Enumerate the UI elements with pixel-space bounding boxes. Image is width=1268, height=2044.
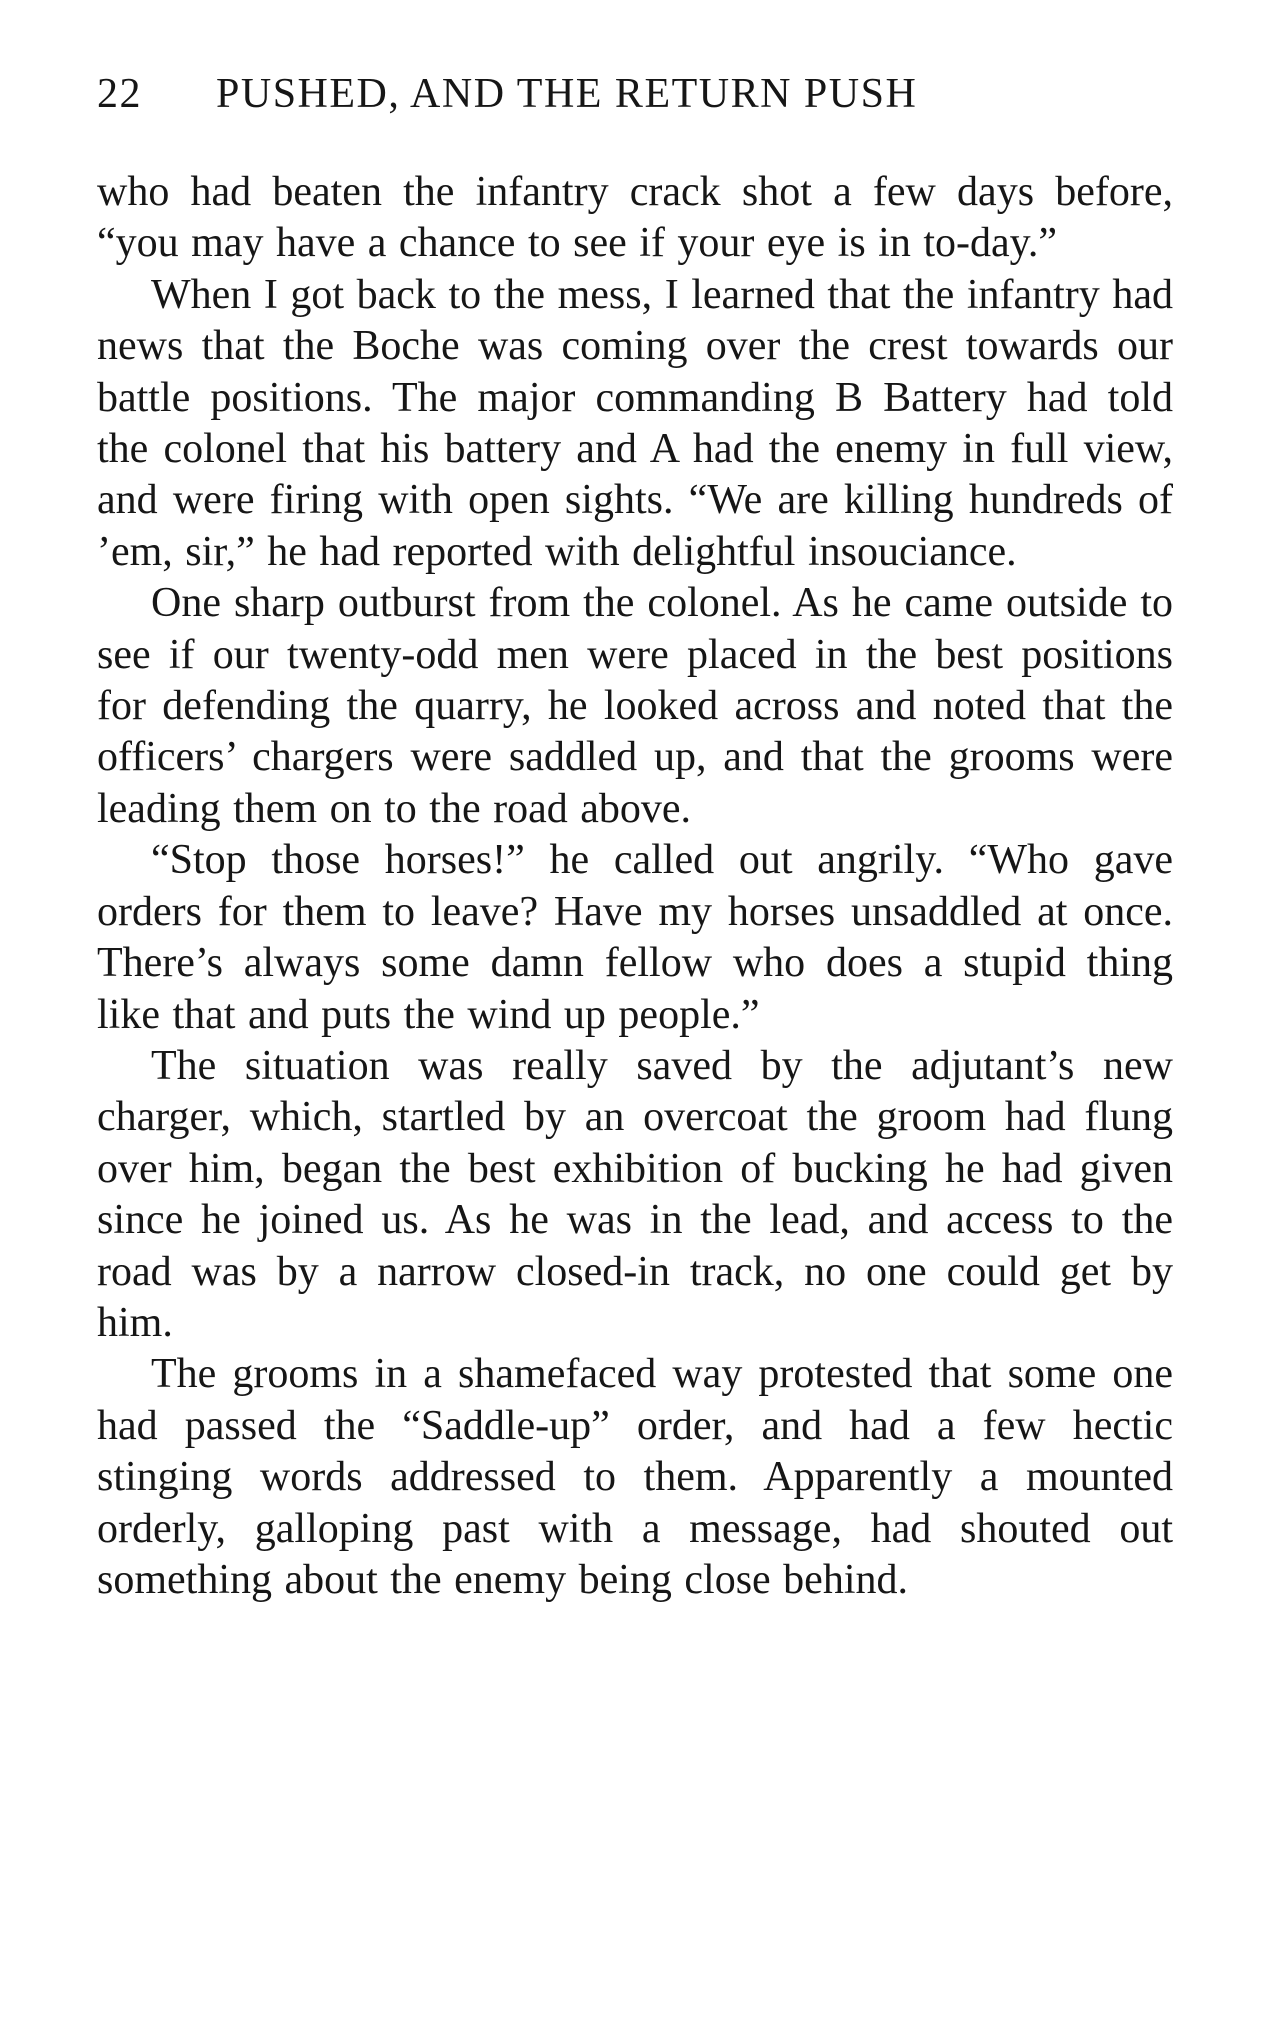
body-text [97,167,1173,1606]
paragraph: The situation was really saved by the adjutant’s new charger, which, startled by an overcoat the groom had flung over him, began the best exhibition of bucking he had given since he joined us. As he was in the lead, and access to the road was by a narrow closed-in track, no one could get by him. [97,1042,1173,1346]
running-head: PUSHED, AND THE RETURN PUSH [216,71,918,117]
paragraph: The grooms in a shamefaced way protested that some one had passed the “Saddle-up” order, and had a few hectic stinging words addressed to them. Apparently a mounted orderly, galloping past with a message, had shouted out something about the enemy being close behind. [97,1351,1173,1603]
paragraph: One sharp outburst from the colonel. As he came outside to see if our twenty-odd men were placed in the best positions for defending the quarry, he looked across and noted that the officers’ chargers were saddled up, and that the grooms were leading them on to the road above. [97,580,1173,832]
page-header [97,70,1177,120]
paragraph: “Stop those horses!” he called out angrily. “Who gave orders for them to leave? Have my horses unsaddled at once. There’s always some damn fellow who does a stupid thing like that and puts the wind up people.” [97,837,1173,1038]
paragraph: When I got back to the mess, I learned that the infantry had news that the Boche was coming over the crest towards our battle positions. The major commanding B Battery had told the colonel that his battery and A had the enemy in full view, and were firing with open sights. “We are killing hundreds of ’em, sir,” he had reported with delightful insouciance. [97,271,1173,575]
paragraph-continued: who had beaten the infantry crack shot a few days before, “you may have a chance to see if your eye is in to-day.” [97,169,1173,267]
page-number: 22 [97,71,142,117]
